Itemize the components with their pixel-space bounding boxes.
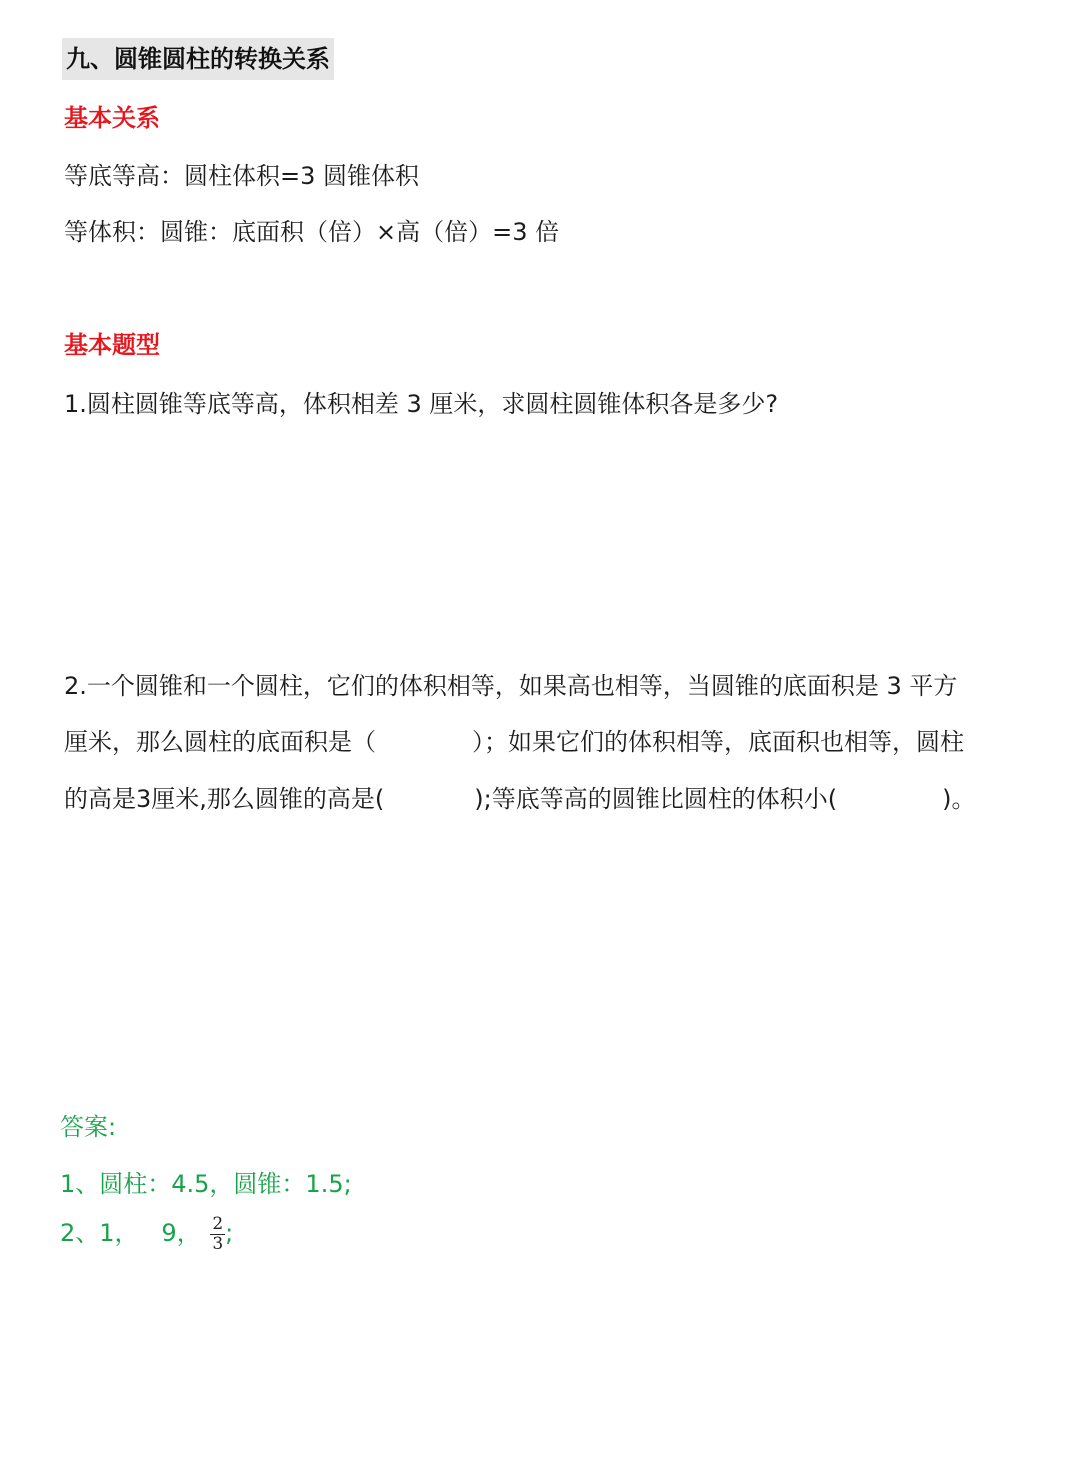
answer-2-suffix: ; — [225, 1219, 234, 1247]
question-2-line-2 — [64, 722, 964, 757]
q2-line3-text-c: )。 — [942, 785, 976, 813]
answer-2-prefix: 2、1， 9， — [60, 1219, 201, 1247]
question-2-line-1: 2.一个圆锥和一个圆柱，它们的体积相等，如果高也相等，当圆锥的底面积是 3 平方 — [64, 672, 958, 700]
relation-line-equal-volume: 等体积：圆锥：底面积（倍）×高（倍）=3 倍 — [64, 218, 560, 246]
relation-line-equal-base-height: 等底等高：圆柱体积=3 圆锥体积 — [64, 162, 420, 190]
basic-types-heading: 基本题型 — [64, 331, 160, 359]
answer-2 — [60, 1208, 233, 1258]
basic-relation-heading: 基本关系 — [64, 104, 160, 132]
q2-line3-text-b: );等底等高的圆锥比圆柱的体积小( — [474, 785, 838, 813]
fraction-numerator: 2 — [212, 1213, 224, 1234]
fraction-denominator: 3 — [212, 1233, 224, 1254]
section-title: 九、圆锥圆柱的转换关系 — [62, 38, 334, 80]
q2-line2-text-b: ）；如果它们的体积相等，底面积也相等，圆柱 — [472, 728, 964, 756]
q2-line3-text-a: 的高是3厘米,那么圆锥的高是( — [64, 785, 385, 813]
q2-line2-text-a: 厘米，那么圆柱的底面积是（ — [64, 728, 376, 756]
question-2-line-3 — [64, 779, 975, 814]
answer-1: 1、圆柱：4.5，圆锥：1.5; — [60, 1170, 352, 1198]
fraction-two-thirds — [210, 1215, 225, 1254]
answers-heading: 答案: — [60, 1113, 117, 1141]
question-1: 1.圆柱圆锥等底等高，体积相差 3 厘米，求圆柱圆锥体积各是多少? — [64, 390, 779, 418]
